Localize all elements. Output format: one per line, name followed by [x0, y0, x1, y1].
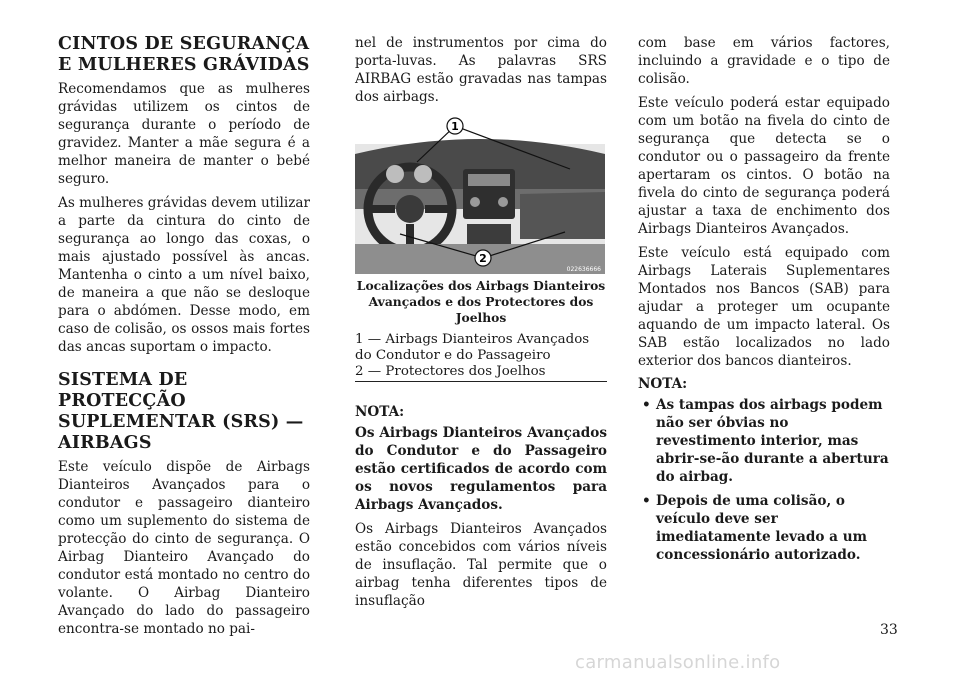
paragraph: Recomendamos que as mulheres grávidas utilizem os cintos de segurança durante o período de gravidez. Manter a mãe segura é a melhor maneira de manter o bebé seguro.: [58, 81, 310, 187]
section-heading-srs-airbags: SISTEMA DE PROTECÇÃO SUPLEMENTAR (SRS) — AIRBAGS: [58, 370, 304, 453]
section-heading-seatbelts-pregnant: CINTOS DE SEGURANÇA E MULHERES GRÁVIDAS: [58, 34, 310, 75]
figure-code: 022636666: [566, 266, 601, 273]
callout-1-label: 1: [451, 120, 459, 133]
callout-2-label: 2: [479, 252, 487, 265]
paragraph: Este veículo está equipado com Airbags Laterais Suplementares Montados nos Bancos (SAB) para ajudar a proteger um ocupante aquando de um impacto lateral. Os SAB estão localizados no lado exterior dos bancos dianteiros.: [638, 245, 890, 369]
dashboard-illustration: [355, 114, 605, 274]
list-item: • As tampas dos airbags podem não ser óbvias no revestimento interior, mas abrir-se-ão durante a abertura do airbag.: [638, 396, 890, 486]
paragraph: As mulheres grávidas devem utilizar a parte da cintura do cinto de segurança ao longo das coxas, o mais ajustado possível às ancas. Mantenha o cinto a um nível baixo, de maneira a que não se desloque para o abdómen. Desse modo, em caso de colisão, os ossos mais fortes das ancas suportam o impacto.: [58, 195, 310, 355]
paragraph: com base em vários factores, incluindo a gravidade e o tipo de colisão.: [638, 35, 890, 87]
figure-legend: [355, 332, 607, 382]
figure-caption: Localizações dos Airbags Dianteiros Avançados e dos Protectores dos Joelhos: [356, 278, 606, 325]
paragraph: Os Airbags Dianteiros Avançados estão concebidos com vários níveis de insuflação. Tal permite que o airbag tenha diferentes tipos de insuflação: [355, 521, 607, 609]
column-3: [638, 34, 890, 570]
note-label: NOTA:: [355, 404, 405, 420]
airbag-figure: [355, 114, 607, 274]
list-item: • Depois de uma colisão, o veículo deve ser imediatamente levado a um concessionário autorizado.: [638, 492, 890, 564]
note-label: NOTA:: [638, 376, 688, 392]
note-bullet-list: [638, 396, 890, 564]
watermark: carmanualsonline.info: [575, 652, 781, 673]
page-number: 33: [880, 622, 898, 638]
column-1: [58, 34, 310, 644]
paragraph: Este veículo dispõe de Airbags Dianteiros Avançados para o condutor e passageiro dianteiro como um suplemento do sistema de protecção do cinto de segurança. O Airbag Dianteiro Avançado do condutor está montado no centro do volante. O Airbag Dianteiro Avançado do lado do passageiro encontra-se montado no pai-: [58, 459, 310, 637]
paragraph: Este veículo poderá estar equipado com um botão na fivela do cinto de segurança que detecta se o condutor ou o passageiro da frente apertaram os cintos. O botão na fivela do cinto de segurança poderá ajustar a taxa de enchimento dos Airbags Dianteiros Avançados.: [638, 95, 890, 237]
note-text: Os Airbags Dianteiros Avançados do Condutor e do Passageiro estão certificados de acordo com os novos regulamentos para Airbags Avançados.: [355, 425, 607, 513]
paragraph: nel de instrumentos por cima do porta-luvas. As palavras SRS AIRBAG estão gravadas nas tampas dos airbags.: [355, 35, 607, 105]
legend-item-2: 2 — Protectores dos Joelhos: [355, 364, 546, 379]
column-2: [355, 34, 607, 616]
legend-item-1: 1 — Airbags Dianteiros Avançados do Condutor e do Passageiro: [355, 332, 590, 363]
